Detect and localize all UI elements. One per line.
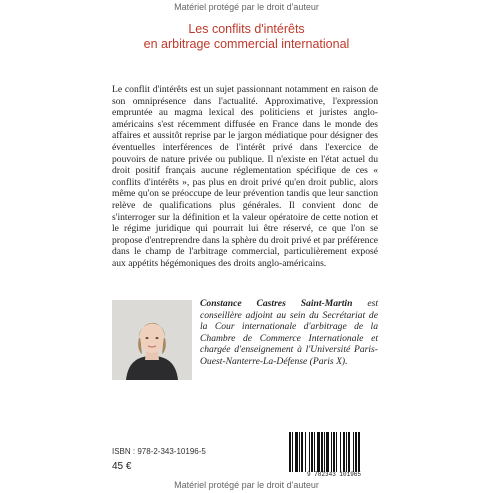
- isbn: ISBN : 978-2-343-10196-5: [112, 447, 206, 456]
- author-portrait-image: [112, 300, 192, 380]
- book-title-line-1: Les conflits d'intérêts: [188, 22, 305, 36]
- copyright-notice-top: Matériel protégé par le droit d'auteur: [174, 2, 319, 12]
- author-photo: [112, 300, 192, 380]
- author-bio: [200, 298, 378, 368]
- copyright-notice-bottom: Matériel protégé par le droit d'auteur: [174, 480, 319, 490]
- author-name: Constance Castres Saint-Martin: [200, 298, 353, 309]
- book-title: [0, 22, 493, 52]
- book-summary: Le conflit d'intérêts est un sujet passionnant notamment en raison de son omniprésence dans l'actualité. Approximative, l'expression empruntée au magma lexical des politiciens et juristes anglo-américains s'est récemment diffusée en France dans le monde des affaires et aussitôt reprise par le jargon médiatique pour désigner des éventuelles interférences de l'intérêt privé dans l'exercice de pouvoirs de nature privée ou publique. Il n'existe en l'état actuel du droit positif français aucune réglementation spécifique de ces « conflits d'intérêts », pas plus en droit privé qu'en droit public, alors même qu'on se préoccupe de leur prévention tandis que leur sanction relève de qualifications plus générales. Il convient donc de s'interroger sur la définition et la valeur opératoire de cette notion et le régime juridique qui pourrait lui être réservé, ce que l'on se propose d'entreprendre dans la sphère du droit privé et par préférence dans le champ de l'arbitrage commercial, particulièrement exposé aux appétits hégémoniques des droits anglo-américains.: [112, 84, 378, 269]
- author-bio-text: est conseillère adjoint au sein du Secrétariat de la Cour internationale d'arbitrage de la Chambre de Commerce Internationale et chargée d'enseignement à l'Université Paris-Ouest-Nanterre-La-Défense (Paris X).: [200, 298, 378, 367]
- price: 45 €: [112, 461, 132, 472]
- barcode-icon: [288, 432, 380, 472]
- barcode-number: 9 782343 101965: [306, 471, 361, 478]
- book-title-line-2: en arbitrage commercial international: [143, 37, 350, 51]
